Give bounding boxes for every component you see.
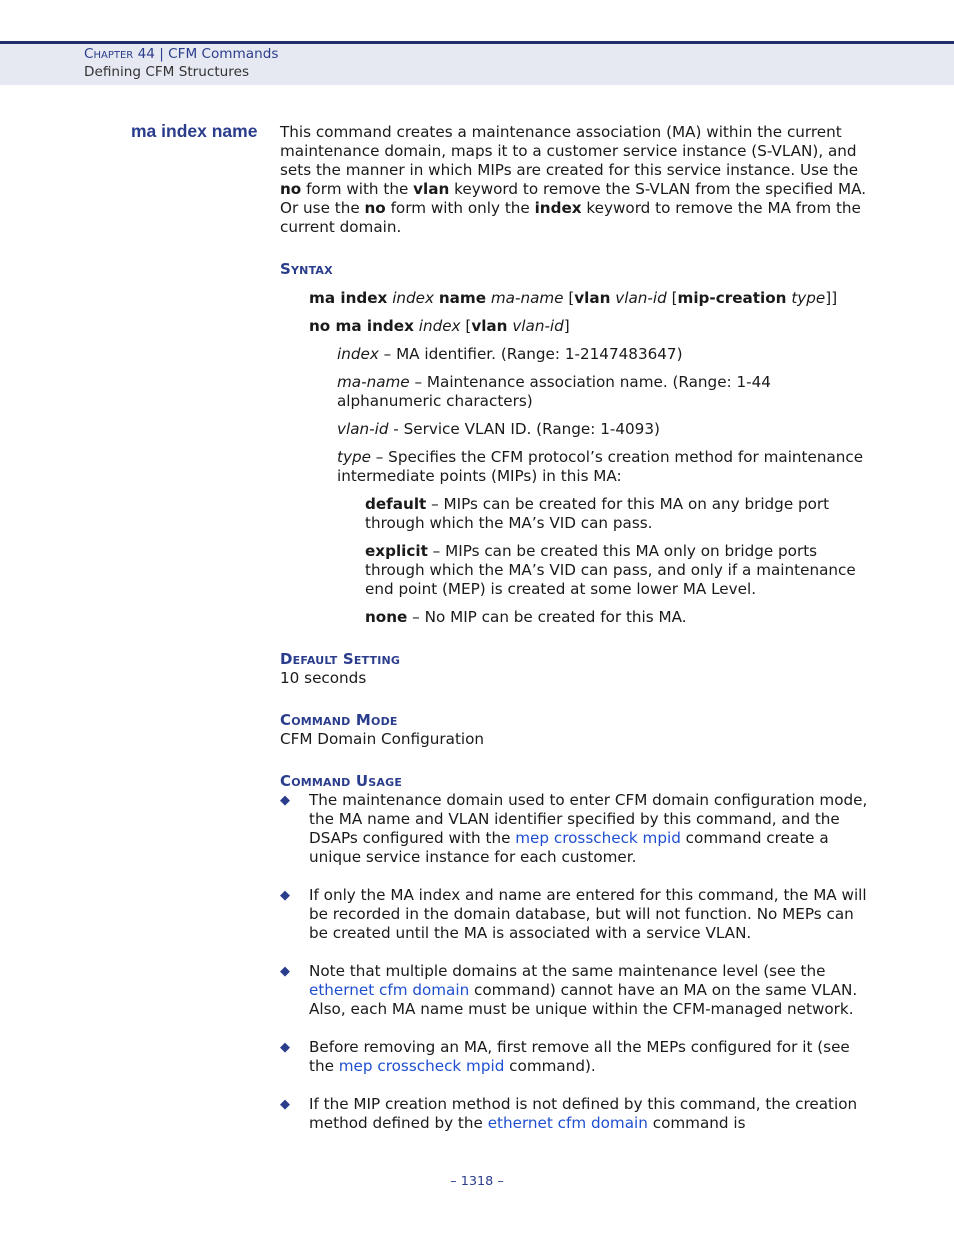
header-separator: | bbox=[159, 46, 164, 62]
usage-bullet-2: ◆ If only the MA index and name are entered for this command, the MA will be recorded in the domain database, but will not function. No MEPs can be created until the MA is associated with a service VLAN. bbox=[280, 886, 867, 942]
param-type: type – Specifies the CFM protocol’s creation method for maintenance intermediate points (MIPs) in this MA: bbox=[337, 448, 864, 485]
usage-bullet-5: ◆ If the MIP creation method is not defined by this command, the creation method defined by the ethernet cfm domain command is bbox=[280, 1095, 858, 1132]
link-ethernet-cfm-domain[interactable]: ethernet cfm domain bbox=[487, 1114, 648, 1132]
chapter-title: CFM Commands bbox=[168, 46, 279, 62]
page-footer bbox=[0, 1172, 954, 1191]
page-number: – 1318 – bbox=[450, 1174, 504, 1189]
diamond-bullet-icon: ◆ bbox=[280, 964, 290, 979]
command-description: This command creates a maintenance association (MA) within the current maintenance domain, maps it to a customer service instance (S-VLAN), and sets the manner in which MIPs are created for this service instance. Use the no form with the vlan keyword to remove the S-VLAN from the specified MA. Or use the no form with only the index keyword to remove the MA from the current domain. bbox=[280, 123, 867, 236]
type-default: default – MIPs can be created for this MA on any bridge port through which the MA’s VID can pass. bbox=[365, 495, 830, 532]
type-explicit: explicit – MIPs can be created this MA only on bridge ports through which the MA’s VID can pass, and only if a maintenance end point (MEP) is created at some lower MA Level. bbox=[365, 542, 856, 598]
diamond-bullet-icon: ◆ bbox=[280, 1097, 290, 1112]
param-vlan-id: vlan-id - Service VLAN ID. (Range: 1-4093) bbox=[337, 420, 660, 438]
diamond-bullet-icon: ◆ bbox=[280, 1040, 290, 1055]
diamond-bullet-icon: ◆ bbox=[280, 793, 290, 808]
link-mep-crosscheck-mpid[interactable]: mep crosscheck mpid bbox=[515, 829, 681, 847]
link-mep-crosscheck-mpid[interactable]: mep crosscheck mpid bbox=[338, 1057, 505, 1075]
syntax-line-1: ma index index name ma-name [vlan vlan-id [mip-creation type]] bbox=[309, 289, 838, 307]
type-none: none – No MIP can be created for this MA. bbox=[365, 608, 687, 626]
default-setting-value: 10 seconds bbox=[280, 669, 367, 687]
command-name-heading: ma index name bbox=[131, 121, 258, 141]
command-usage-heading: Command Usage bbox=[280, 772, 403, 790]
syntax-line-2: no ma index index [vlan vlan-id] bbox=[309, 317, 570, 335]
command-mode-heading: Command Mode bbox=[280, 711, 398, 729]
command-mode-value: CFM Domain Configuration bbox=[280, 730, 485, 748]
diamond-bullet-icon: ◆ bbox=[280, 888, 290, 903]
usage-bullet-4: ◆ Before removing an MA, first remove all the MEPs configured for it (see the mep crosscheck mpid command). bbox=[280, 1038, 850, 1075]
param-ma-name: ma-name – Maintenance association name. (Range: 1-44 alphanumeric characters) bbox=[337, 373, 771, 410]
chapter-line bbox=[84, 46, 278, 63]
chapter-number: Chapter 44 bbox=[84, 46, 155, 62]
syntax-heading: Syntax bbox=[280, 260, 333, 278]
default-setting-heading: Default Setting bbox=[280, 650, 401, 668]
usage-bullet-3: ◆ Note that multiple domains at the same maintenance level (see the ethernet cfm domain command) cannot have an MA on the same VLAN. Also, each MA name must be unique within the CFM-managed network. bbox=[280, 962, 858, 1018]
param-index: index – MA identifier. (Range: 1-2147483647) bbox=[337, 345, 683, 363]
link-ethernet-cfm-domain[interactable]: ethernet cfm domain bbox=[309, 981, 470, 999]
main-content bbox=[280, 123, 875, 1133]
section-title: Defining CFM Structures bbox=[84, 64, 250, 80]
usage-bullet-1: ◆ The maintenance domain used to enter CFM domain configuration mode, the MA name and VLAN identifier specified by this command, and the DSAPs configured with the mep crosscheck mpid command create a unique service instance for each customer. bbox=[280, 791, 868, 866]
